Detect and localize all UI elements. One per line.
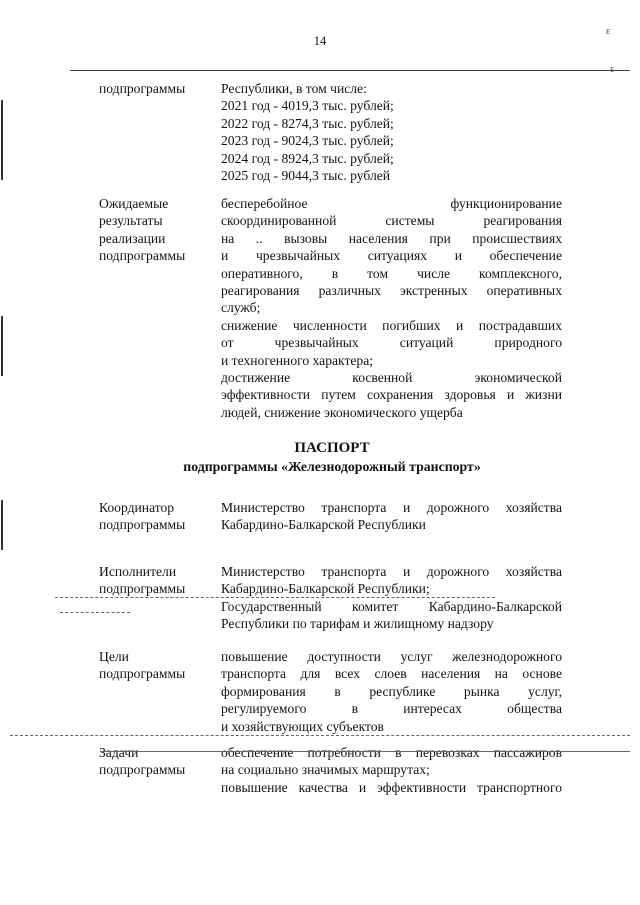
goals-text: повышение доступности услуг железнодорожного транспорта для всех слоев населения на основе формирования в республике рынка услуг, регулируемого в интересах общества и хозяйствующих субъектов: [221, 649, 562, 734]
executors-text: Министерство транспорта и дорожного хозяйства Кабардино-Балкарской Республики; Государственный комитет Кабардино-Балкарской Республики по тарифам и жилищному надзору: [221, 564, 562, 632]
scan-mark-top: ε: [606, 26, 611, 37]
scan-strike-rule: [100, 751, 630, 752]
tasks-label: Задачи подпрограммы: [99, 745, 186, 778]
top-rule: [70, 70, 630, 71]
funding-text: Республики, в том числе: 2021 год - 4019,3 тыс. рублей; 2022 год - 8274,3 тыс. рублей; 2023 год - 9024,3 тыс. рублей; 2024 год - 8924,3 тыс. рублей; 2025 год - 9044,3 тыс. рублей: [221, 81, 394, 184]
coordinator-label: Координатор подпрограммы: [99, 500, 186, 533]
scan-artifact-bar: [1, 316, 3, 376]
passport-title: ПАСПОРТ: [294, 440, 370, 456]
scan-dashed-rule: [60, 612, 130, 613]
scan-artifact-bar: [1, 100, 3, 180]
tasks-text: обеспечение потребности в перевозках пассажиров на социально значимых маршрутах; повышение качества и эффективности транспортного: [221, 745, 562, 795]
expected-results-text: бесперебойное функционирование скоординированной системы реагирования на .. вызовы населения при происшествиях и чрезвычайных ситуациях и обеспечение оперативного, в том числе комплексного, реагирования различных экстренных оперативных служб; снижение численности погибших и пострадавших от чрезвычайных ситуаций природного и техногенного характера; достижение косвенной экономической эффективности путем сохранения здоровья и жизни людей, снижение экономического ущерба: [221, 196, 562, 420]
scan-dashed-rule: [55, 597, 495, 598]
coordinator-text: Министерство транспорта и дорожного хозяйства Кабардино-Балкарской Республики: [221, 500, 562, 533]
scan-dashed-rule: [10, 735, 630, 736]
expected-results-label: Ожидаемые результаты реализации подпрограммы: [99, 196, 186, 264]
scan-artifact-bar: [1, 500, 3, 550]
funding-label: подпрограммы: [99, 81, 186, 96]
page-number: 14: [313, 34, 327, 48]
goals-label: Цели подпрограммы: [99, 649, 186, 682]
passport-subtitle: подпрограммы «Железнодорожный транспорт»: [183, 459, 481, 474]
scan-mark-right: ε: [610, 64, 615, 75]
executors-label: Исполнители подпрограммы: [99, 564, 186, 597]
